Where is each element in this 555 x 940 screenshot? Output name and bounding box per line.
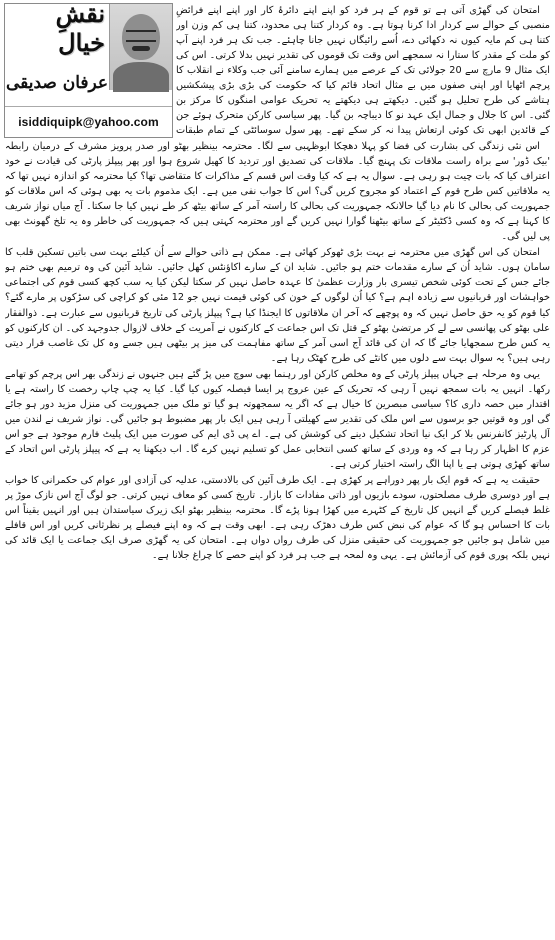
- article-body-top: [176, 3, 550, 138]
- author-email: isiddiquipk@yahoo.com: [18, 115, 159, 129]
- article-paragraph: اس نئی زندگی کی بشارت کی فضا کو پہلا دھچکا ابوظہبی سے لگا۔ محترمہ بینظیر بھٹو اور صدر پرویز مشرف کے درمیان رابطہ 'بیک ڈور' سے براہ راست ملاقات تک پہنچ گیا۔ ملاقات کی تصدیق اور تردید کا کھیل شروع ہوا اور پھر پیپلز پارٹی کی قیادت نے خود اعتراف کیا کہ بات چیت ہو رہی ہے۔ سوال یہ ہے کہ کیا وقت اس قسم کے مذاکرات کا متقاضی تھا؟ کیا محترمہ کو اندازہ نہیں تھا کہ یہ ملاقاتیں کس طرح قوم کے اعتماد کو مجروح کریں گی؟ اس کا جواب نفی میں ہے۔ ایک مذموم بات یہ بھی ہوئی کہ اس ملاقات کو جمہوریت کی بحالی کا نام دیا گیا حالانکہ جمہوریت کی بحالی کا راستہ آمر کے ساتھ بیٹھ کر طے نہیں کیا جا سکتا۔ آج میاں نواز شریف کا کہنا ہے کہ وہ کسی ڈکٹیٹر کے ساتھ بیٹھنا گوارا نہیں کریں گے اور محترمہ کہتی ہیں کہ جمہوریت کی خاطر وہ یہ تلخ گھونٹ بھی پی لیں گی۔: [5, 141, 550, 243]
- author-email-band: [5, 106, 172, 137]
- article-body-main: [5, 139, 550, 936]
- article-paragraph: یہی وہ مرحلہ ہے جہاں پیپلز پارٹی کے وہ مخلص کارکن اور رہنما بھی سوچ میں پڑ گئے ہیں جنہوں نے زندگی بھر اس پرچم کو تھامے رکھا۔ انہیں یہ بات سمجھ نہیں آ رہی کہ تحریک کے عین عروج پر ایسا فیصلہ کیوں کیا گیا۔ کیا یہ چپ چاپ رخصت کا راستہ ہے یا اقتدار میں حصہ داری کا؟ سیاسی مبصرین کا خیال ہے کہ اگر یہ سمجھوتہ ہو گیا تو ملک میں جمہوریت کی منزل مزید دور ہو جائے گی اور وہ قوتیں جو برسوں سے اس ملک کی تقدیر سے کھیلتی آ رہی ہیں ایک بار پھر مضبوط ہو جائیں گی۔ نواز شریف نے لندن میں آل پارٹیز کانفرنس بلا کر ایک نیا اتحاد تشکیل دینے کی کوشش کی ہے۔ اے پی ڈی ایم کی صورت میں ایک پلیٹ فارم موجود ہے جو اس عزم کا اظہار کر رہا ہے کہ وہ وردی کے ساتھ کسی انتخابی عمل کو تسلیم نہیں کرے گا۔ اب دیکھنا یہ ہے کہ پیپلز پارٹی اس اتحاد کے ساتھ کھڑی ہوتی ہے یا اپنا الگ راستہ اختیار کرتی ہے۔: [5, 368, 550, 470]
- column-title-band: [5, 3, 105, 57]
- column-title: نقشِ خیال: [55, 3, 105, 57]
- author-byline-band: [5, 66, 109, 100]
- glasses-icon: [126, 30, 156, 42]
- article-paragraph: امتحان کی اس گھڑی میں محترمہ نے بہت بڑی ٹھوکر کھائی ہے۔ ممکن ہے ذاتی حوالے سے اُن کیلئے بہت سی باتیں تسکین قلب کا سامان ہوں۔ شاید اُن کے سارے مقدمات ختم ہو جائیں۔ شاید ان کے سارے اکاؤنٹس کھل جائیں۔ شاید آئین کی وہ ترمیم بھی ختم ہو جائے جس کے تحت کوئی شخص تیسری بار وزارت عظمیٰ کا عہدہ حاصل نہیں کر سکتا لیکن کیا یہ سب کچھ کسی قوم کی اجتماعی خواہشات اور قربانیوں سے زیادہ اہم ہے؟ کیا اُن لوگوں کے خون کی کوئی قیمت نہیں جو 12 مئی کو کراچی کی سڑکوں پر مارے گئے؟ کیا قوم کو یہ حق حاصل نہیں کہ وہ پوچھے کہ آخر ان ملاقاتوں کا ایجنڈا کیا ہے؟ پیپلز پارٹی کی تاریخ قربانیوں سے عبارت ہے۔ ذوالفقار علی بھٹو کی پھانسی سے لے کر مرتضیٰ بھٹو کے قتل تک اس جماعت کے کارکنوں نے آمریت کے خلاف لازوال جدوجہد کی۔ ان کارکنوں کو یہ کس طرح سمجھایا جائے گا کہ ان کی قائد آج اسی آمر کے ساتھ مفاہمت کی میز پر بیٹھی ہیں جسے وہ کل تک غاصب قرار دیتی رہی ہیں؟ یہ سوال بہت سے دلوں میں کانٹے کی طرح کھٹک رہا ہے۔: [5, 247, 550, 364]
- author-name: عرفان صدیقی: [5, 73, 109, 93]
- article-paragraph: حقیقت یہ ہے کہ قوم ایک بار پھر دوراہے پر کھڑی ہے۔ ایک طرف آئین کی بالادستی، عدلیہ کی آزادی اور عوام کی حکمرانی کا خواب ہے اور دوسری طرف مصلحتوں، سودے بازیوں اور ذاتی مفادات کا بازار۔ تاریخ کسی کو معاف نہیں کرتی۔ جو لوگ آج اس نازک موڑ پر غلط فیصلے کریں گے انہیں کل تاریخ کے کٹہرے میں کھڑا ہونا پڑے گا۔ محترمہ بینظیر بھٹو ایک زیرک سیاستدان ہیں اور انہیں یقیناً اس بات کا احساس ہو گا کہ عوام کی نبض کس طرف دھڑک رہی ہے۔ ابھی وقت ہے کہ وہ اپنے فیصلے پر نظرثانی کریں اور اس قافلے میں شامل ہو جائیں جو جمہوریت کی حقیقی منزل کی طرف رواں دواں ہے۔ امتحان کی یہ گھڑی صرف ایک جماعت یا ایک قائد کی نہیں بلکہ پوری قوم کی آزمائش ہے۔ یہی وہ لمحہ ہے جب ہر فرد کو اپنے حصے کا چراغ جلانا ہے۔: [5, 475, 550, 562]
- author-photo: [109, 4, 172, 90]
- article-paragraph: امتحان کی گھڑی آتی ہے تو قوم کے ہر فرد کو اپنے اپنے دائرۂ کار اور اپنے اپنے فرائضِ منصبی کے حوالے سے کردار ادا کرنا ہوتا ہے۔ وہ کردار کتنا ہی محدود، کتنا ہی کم وزن اور کتنا ہی کم مایہ کیوں نہ دکھائی دے، اُسے رائیگاں نہیں جانا چاہئے۔ جب تک ہر فرد اپنے آپ کو ملت کے مقدر کا ستارا نہ سمجھے اس وقت تک قوموں کی تقدیر نہیں بدلا کرتی۔ اس کی ایک مثال 9 مارچ سے 20 جولائی تک کے عرصے میں ہمارے سامنے آئی جب وکلاء نے انقلاب کا پرچم اٹھایا اور اپنی صفوں میں بے مثال اتحاد قائم کیا کہ حکومت کی بڑی بڑی پیشکشیں ہتاشے کی طرح تحلیل ہو گئیں۔ دیکھتے ہی دیکھتے یہ تحریک عوامی امنگوں کا مرکز بن گئی۔ اس کا جلال و جمال ایک عہد نو کا دیباچہ بن گیا۔ پھر سیاسی کارکن متحرک ہوئے جن کے قائدین ابھی تک کوئی ارتعاش پیدا نہ کر سکے تھے۔ پھر سول سوسائٹی کے تمام طبقات: [176, 5, 550, 137]
- column-header: [4, 3, 173, 138]
